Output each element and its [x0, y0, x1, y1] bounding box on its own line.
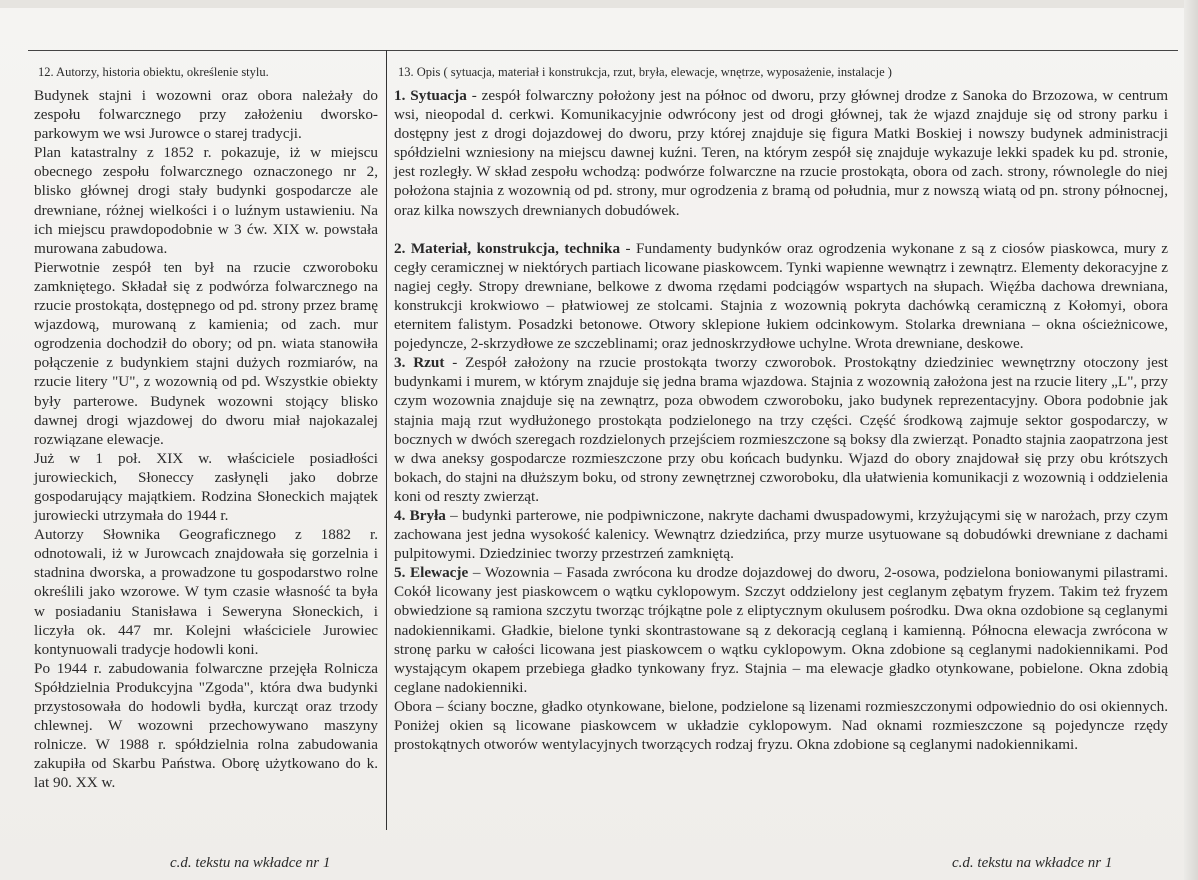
description-section-situation	[394, 86, 1168, 220]
history-paragraph: Po 1944 r. zabudowania folwarczne przejęła Rolnicza Spółdzielnia Produkcyjna "Zgoda", która dwa budynki przystosowała do hodowli bydła, kurcząt oraz trzody chlewnej. W wozowni przechowywano maszyny rolnicze. W 1988 r. spółdzielnia rolna zabudowania zakupiła od Skarbu Państwa. Oborę użytkowano do k. lat 90. XX w.	[34, 659, 378, 792]
section-text: – budynki parterowe, nie podpiwniczone, nakryte dachami dwuspadowymi, krzyżującymi się w narożach, przy czym zachowana jest jedna wysokość kalenicy. Wewnątrz dziedzińca, przy murze usytuowane są dobudówki drewniane z dachami pulpitowymi. Dziedziniec tworzy przestrzeń zamkniętą.	[394, 506, 1169, 563]
history-paragraph: Już w 1 poł. XIX w. właściciele posiadłości jurowieckich, Słoneccy zasłynęli jako dobrze gospodarujący majątkiem. Rodzina Słoneckich majątek jurowiecki utrzymała do 1944 r.	[34, 449, 378, 525]
section-title: 4. Bryła	[394, 506, 446, 524]
section-title: 5. Elewacje	[394, 564, 469, 582]
continuation-note-right: c.d. tekstu na wkładce nr 1	[952, 855, 1113, 871]
history-heading: 12. Autorzy, historia obiektu, określenie stylu.	[38, 65, 269, 79]
section-title: 2. Materiał, konstrukcja, technika	[394, 239, 621, 257]
description-section-barn	[394, 697, 1168, 754]
section-gap	[394, 220, 1168, 239]
scan-top-edge	[0, 0, 1198, 8]
section-text: – Wozownia – Fasada zwrócona ku drodze dojazdowej do dworu, 2-osowa, podzielona boniowanymi pilastrami. Cokół licowany jest piaskowcem o wątku cyklopowym. Szczyt oddzielony jest ceglanym zębatym fryzem. Takim też fryzem obwiedzione są ramiona szczytu tworząc trójkątne pole z eliptycznym okulusem pośrodku. Dwa okna ozdobione są ceglanymi nadokiennikami. Gładkie, bielone tynki skontrastowane są z dekoracją ceglaną i kamienną. Północna elewacja zwrócona w stronę parku w całości licowana jest piaskowcem o wątku cyklopowym. Okna zdobione są ceglanymi nadokiennikami. Pod wystającym okapem przebiega gładko tynkowany fryz. Stajnia – ma elewacje gładko otynkowane, pobielone. Okna zdobią ceglane nadokienniki.	[394, 564, 1168, 696]
description-section-material	[394, 239, 1168, 354]
column-divider	[386, 50, 387, 830]
description-section-massing	[394, 506, 1168, 563]
section-text: Obora – ściany boczne, gładko otynkowane, bielone, podzielone są lizenami rozmieszczonymi odpowiednio do osi okiennych. Poniżej okien są licowane piaskowcem w układzie cyklopowym. Nad oknami rozmieszczone są pojedyncze rzędy prostokątnych otworów wentylacyjnych tworzących rodzaj fryzu. Okna zdobione są ceglanymi nadokiennikami.	[394, 697, 1168, 754]
section-text: - zespół folwarczny położony jest na północ od dworu, przy głównej drodze z Sanoka do Brzozowa, w centrum wsi, nieopodal d. cerkwi. Komunikacyjnie odwrócony jest od drogi głównej, tak że wjazd znajduje się od strony parku i dostępny jest z drogi dojazdowej do dworu, przy której znajduje się figura Matki Boskiej i nowszy budynek administracji spółdzielni wzniesiony na miejscu dawnej kuźni. Teren, na którym zespół się znajduje wykazuje lekki spadek ku pd. stronie, jest rozległy. W skład zespołu wchodzą: podwórze folwarczne na rzucie prostokąta, obora od zach. strony, równolegle do niej położona stajnia z wozownią od pd. strony, mur ogrodzenia z bramą od południa, mur z nowszą wiatą od pn. strony północnej, oraz kilka nowszych drewnianych dobudówek.	[394, 87, 1169, 219]
history-paragraph: Autorzy Słownika Geograficznego z 1882 r. odnotowali, iż w Jurowcach znajdowała się gorzelnia i stadnina dworska, a prowadzone tu gospodarstwo rolne określili jako wzorowe. W tym czasie własność ta była w posiadaniu Stanisława i Seweryna Słoneckich, i liczyła ok. 447 mr. Kolejni właściciele Jurowiec kontynuowali tradycje hodowli koni.	[34, 526, 378, 658]
description-section-plan	[394, 353, 1168, 506]
section-text: - Zespół założony na rzucie prostokąta tworzy czworobok. Prostokątny dziedziniec wewnętrzny otoczony jest budynkami i murem, w którym znajduje się jedna brama wjazdowa. Stajnia z wozownią założona jest na rzucie litery „L", przy czym wozownia znajduje się na zewnątrz, poza obwodem czworoboku, jako budynek reprezentacyjny. Obora podobnie jak stajnia mają rzut wydłużonego prostokąta podzielonego na trzy części. Część środkową zajmuje sektor gospodarczy, w bocznych w dwóch szeregach rozdzielonych przejściem rozmieszczone są boksy dla zwierząt. Ponadto stajnia zaopatrzona jest w dwa aneksy gospodarcze rozmieszczone przy obu końcach budynku. Wjazd do obory znajdował się przy obu krótszych bokach, do stajni na dłuższym boku, od strony zewnętrznej czworoboku, dla ułatwienia komunikacji z wozownią i oddzielenia koni od reszty zwierząt.	[394, 354, 1168, 505]
history-paragraph: Budynek stajni i wozowni oraz obora należały do zespołu folwarcznego przy założeniu dworsko-parkowym we wsi Jurowce o starej tradycji.	[34, 87, 378, 143]
description-heading: 13. Opis ( sytuacja, materiał i konstrukcja, rzut, bryła, elewacje, wnętrze, wyposażenie, instalacje )	[398, 65, 892, 79]
description-column	[394, 64, 1168, 754]
description-section-elevations	[394, 563, 1168, 697]
continuation-note-left: c.d. tekstu na wkładce nr 1	[170, 855, 331, 871]
section-text: - Fundamenty budynków oraz ogrodzenia wykonane z są z ciosów piaskowca, mury z cegły ceramicznej w niektórych partiach licowane piaskowcem. Tynki wapienne wewnątrz i zewnątrz. Elementy dekoracyjne z nagiej cegły. Stropy drewniane, belkowe z dwoma rzędami podciągów wspartych na słupach. Więźba dachowa drewniana, konstrukcji krokwiowo – płatwiowej ze stolcami. Stajnia z wozownią pokryta dachówką ceramiczną z Kołomyi, obora eternitem falistym. Posadzki betonowe. Otwory sklepione łukiem odcinkowym. Stolarka drewniana – okna ościeżnicowe, pojedyncze, 2-skrzydłowe ze szczeblinami; oraz jednoskrzydłowe uchylne. Wrota drewniane, deskowe.	[394, 239, 1169, 353]
section-title: 1. Sytuacja	[394, 87, 467, 104]
scan-right-edge	[1184, 0, 1198, 880]
history-paragraph: Plan katastralny z 1852 r. pokazuje, iż w miejscu obecnego zespołu folwarcznego oznaczonego nr 2, blisko głównej drogi stały budynki gospodarcze ale drewniane, różnej wielkości i o luźnym ustawieniu. Na ich miejscu prawdopodobnie w 3 ćw. XIX w. powstała murowana zabudowa.	[34, 144, 378, 257]
history-column	[34, 64, 378, 792]
history-paragraph: Pierwotnie zespół ten był na rzucie czworoboku zamkniętego. Składał się z podwórza folwarcznego na rzucie prostokąta, dostępnego od pd. strony przez bramę wjazdową, murowaną z kamienia; od zach. mur ogrodzenia dochodził do obory; od pn. wiata stanowiła połączenie z budynkiem stajni dużych rozmiarów, na rzucie litery "U", z wozownią od pd. Wszystkie obiekty były parterowe. Budynek wozowni stojący blisko dawnej drogi wjazdowej do dworu miał najokazalej rozwiązane elewacje.	[34, 258, 378, 448]
section-title: 3. Rzut	[394, 354, 445, 372]
